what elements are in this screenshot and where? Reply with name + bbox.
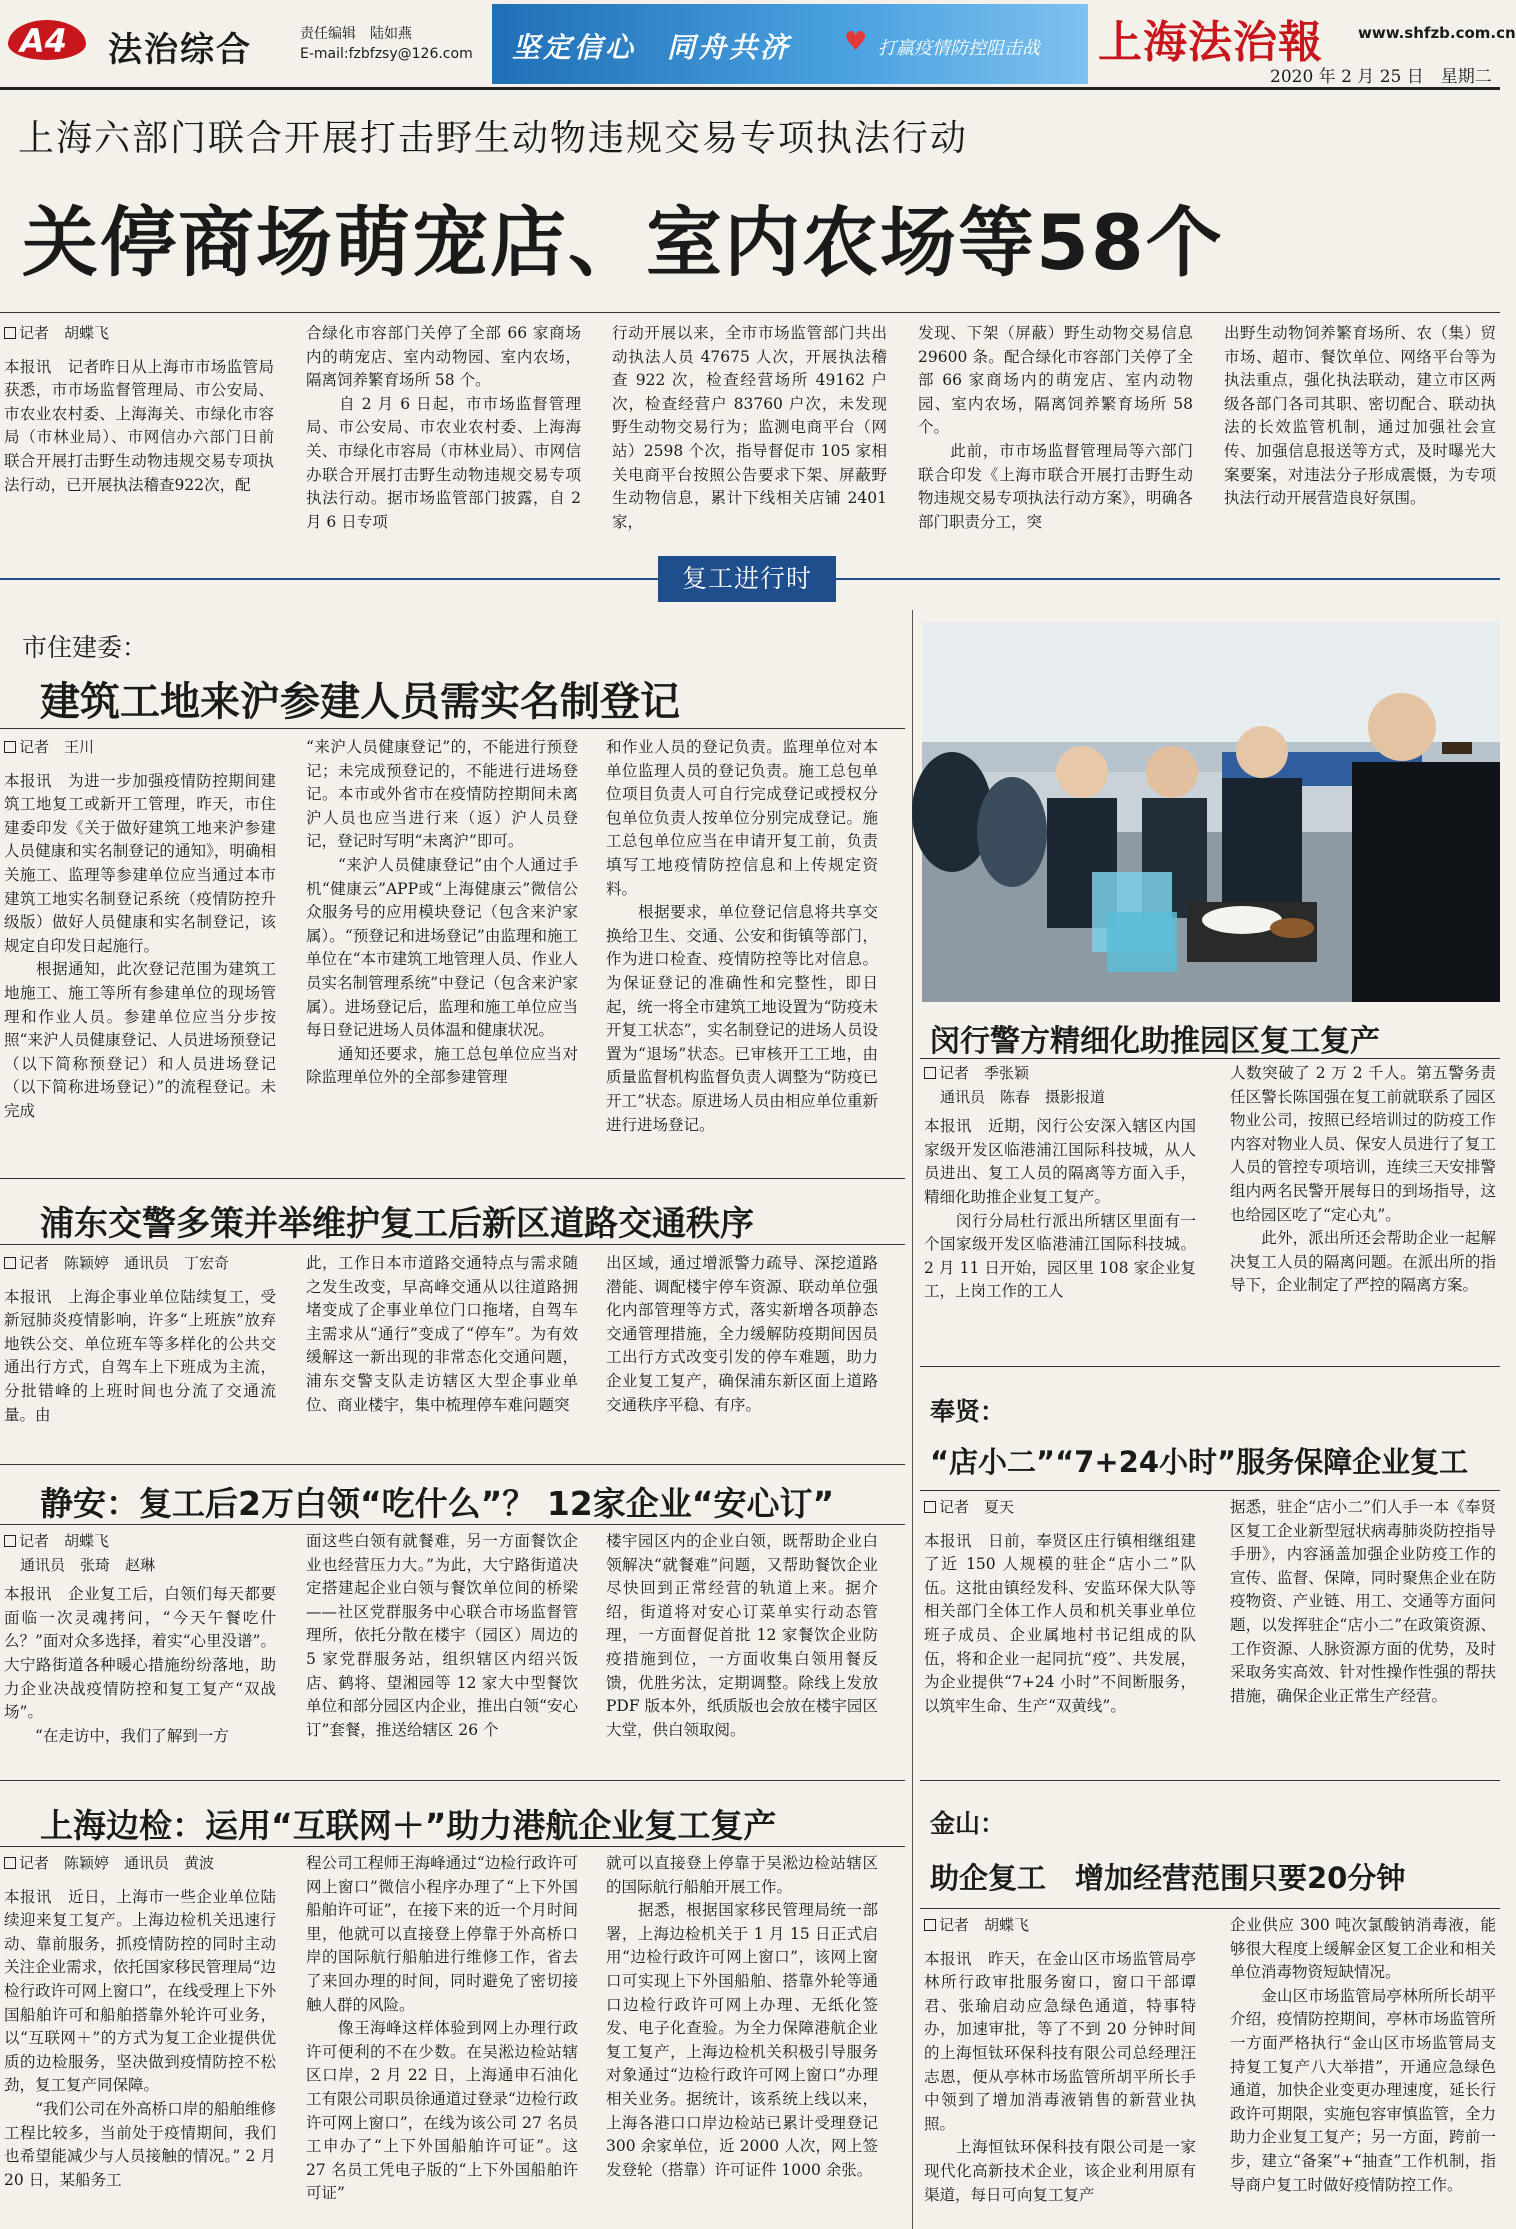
pudong-column-1	[4, 1252, 276, 1466]
lead-kicker: 上海六部门联合开展打击野生动物违规交易专项执法行动	[18, 118, 969, 159]
minhang-column-2: 人数突破了 2 万 2 千人。第五警务责任区警长陈国强在复工前就联系了园区物业公司，按照已经培训过的防疫工作内容对物业人员、保安人员进行了复工人员的管控专项培训，连续三天安排警组内两名民警开展每日的到场指导，这也给园区吃了“定心丸”。 此外，派出所还会帮助企业一起解决复工人员的隔离问题。在派出所的指导下，企业制定了严控的隔离方案。	[1230, 1064, 1496, 1295]
bianjian-byline: 记者 陈颖婷 通讯员 黄波	[4, 1852, 276, 1876]
jianzhu-column-2: “来沪人员健康登记”的，不能进行预登记；未完成预登记的，不能进行进场登记。本市或外省市在疫情防控期间未离沪人员也应当进行来（返）沪人员登记，登记时写明“未离沪”即可。 “来沪人员健康登记”由个人通过手机“健康云”APP或“上海健康云”微信公众服务号的应用模块登记（包含来沪家属）。“预登记和进场登记”由监理和施工单位在“本市建筑工地管理人员、作业人员实名制管理系统”中登记（包含来沪家属）。进场登记后，监理和施工单位应当每日登记进场人员体温和健康状况。 通知还要求，施工总包单位应当对除监理单位外的全部参建管理	[306, 738, 578, 1087]
pudong-column-3: 出区域，通过增派警力疏导、深挖道路潜能、调配楼宇停车资源、联动单位强化内部管理等方式，落实新增各项静态交通管理措施，全力缓解防疫期间因员工出行方式改变引发的停车难题，助力企业复工复产，确保浦东新区面上道路交通秩序平稳、有序。	[606, 1254, 878, 1414]
heart-hands-icon: ♥	[844, 27, 868, 57]
website-url[interactable]: www.shfzb.com.cn	[1358, 24, 1516, 42]
jinshan-column-1	[924, 1914, 1196, 2226]
lead-column-4: 发现、下架（屏蔽）野生动物交易信息 29600 条。配合绿化市容部门关停了全部 66 家商场内的萌宠店、室内动物园、室内农场，隔离饲养繁育场所 58 个。 此前，市市场监督管理局等六部门联合印发《上海市联合开展打击野生动物违规交易专项执法行动方案》，明确各部门职责分工，突	[918, 324, 1193, 531]
campaign-banner	[492, 4, 1088, 84]
jinshan-text-1: 本报讯 昨天，在金山区市场监管局亭林所行政审批服务窗口，窗口干部谭君、张瑜启动应急绿色通道，特事特办，加速审批，等了不到 20 分钟时间的上海恒钛环保科技有限公司总经理汪志恩，便从亭林市场监管所胡平所长手中领到了增加消毒液销售的新营业执照。 上海恒钛环保科技有限公司是一家现代化高新技术企业，该企业利用原有渠道，每日可向复工复产	[924, 1949, 1196, 2204]
jingan-byline-1: 记者 胡蝶飞	[4, 1530, 276, 1554]
jianzhu-title: 建筑工地来沪参建人员需实名制登记	[40, 679, 680, 725]
fengxian-column-2: 据悉，驻企“店小二”们人手一本《奉贤区复工企业新型冠状病毒肺炎防控指导手册》，内容涵盖加强企业防疫工作的宣传、监督、保障，同时聚焦企业在防疫物资、产业链、用工、交通等方面问题，以发挥驻企“店小二”在政策资源、工作资源、人脉资源方面的优势，及时采取务实高效、针对性操作性强的帮扶措施，确保企业正常生产经营。	[1230, 1498, 1496, 1705]
pudong-text-1: 本报讯 上海企事业单位陆续复工，受新冠肺炎疫情影响，许多“上班族”放弃地铁公交、单位班车等多样化的公共交通出行方式，自驾车上下班成为主流，分批错峰的上班时间也分流了交通流量。由	[4, 1287, 276, 1424]
divider	[0, 728, 905, 729]
section-name: 法治综合	[108, 30, 252, 70]
jingan-text-1: 本报讯 企业复工后，白领们每天都要面临一次灵魂拷问，“今天午餐吃什么？”面对众多选择，着实“心里没谱”。大宁路街道各种暖心措施纷纷落地，助力企业决战疫情防控和复工复产“双战场”。 “在走访中，我们了解到一方	[4, 1585, 276, 1745]
pudong-title: 浦东交警多策并举维护复工后新区道路交通秩序	[40, 1204, 754, 1244]
lead-column-2: 合绿化市容部门关停了全部 66 家商场内的萌宠店、室内动物园、室内农场，隔离饲养繁育场所 58 个。 自 2 月 6 日起，市市场监督管理局、市公安局、市农业农村委、上海海关、市绿化市容局（市林业局）、市网信办联合开展打击野生动物违规交易专项执法行动。据市场监管部门披露，自 2 月 6 日专项	[306, 324, 581, 531]
divider	[920, 1908, 1500, 1909]
divider	[920, 1780, 1500, 1781]
jingan-column-1	[4, 1530, 276, 1762]
lead-column-3: 行动开展以来，全市市场监管部门共出动执法人员 47675 人次，开展执法稽查 922 次，检查经营场所 49162 户次，检查经营户 83760 户次，未发现野生动物交易行为；监测电商平台（网站）2598 个次，指导督促市 105 家相关电商平台按照公告要求下架、屏蔽野生动物信息，累计下线相关店铺 2401 家，	[612, 324, 892, 531]
divider	[0, 1178, 905, 1179]
issue-date: 2020 年 2 月 25 日 星期二	[1270, 67, 1492, 87]
pudong-byline: 记者 陈颖婷 通讯员 丁宏奇	[4, 1252, 276, 1276]
minhang-byline-2: 通讯员 陈春 摄影报道	[940, 1087, 1106, 1106]
divider	[0, 1524, 905, 1525]
fengxian-text-1: 本报讯 日前，奉贤区庄行镇相继组建了近 150 人规模的驻企“店小二”队伍。这批由镇经发科、安监环保大队等相关部门全体工作人员和机关事业单位班子成员、企业属地村书记组成的队伍，将和企业一起同抗“疫”、共发展，为企业提供“7+24 小时”不间断服务，以筑牢生命、生产“双黄线”。	[924, 1531, 1196, 1715]
divider	[920, 1366, 1500, 1367]
page-number: A4	[20, 22, 68, 60]
bianjian-column-1	[4, 1852, 276, 2226]
pudong-column-2: 此，工作日本市道路交通特点与需求随之发生改变，早高峰交通从以往道路拥堵变成了企事业单位门口拖堵，自驾车主需求从“通行”变成了“停车”。为有效缓解这一新出现的非常态化交通问题，浦东交警支队走访辖区大型企事业单位、商业楼宇，集中梳理停车难问题突	[306, 1254, 578, 1414]
bianjian-title: 上海边检：运用“互联网＋”助力港航企业复工复产	[40, 1806, 777, 1845]
banner-subtitle: 打赢疫情防控阻击战	[878, 38, 1040, 59]
fengxian-title: “店小二”“7+24小时”服务保障企业复工	[930, 1445, 1469, 1479]
minhang-column-1	[924, 1062, 1196, 1348]
jingan-column-2: 面这些白领有就餐难，另一方面餐饮企业也经营压力大。”为此，大宁路街道决定搭建起企业白领与餐饮单位间的桥梁——社区党群服务中心联合市场监督管理所，依托分散在楼宇（园区）周边的 5 家党群服务站，组织辖区内绍兴饭店、鹤将、望湘园等 12 家大中型餐饮单位和部分园区内企业，推出白领“安心订”套餐，推送给辖区 26 个	[306, 1532, 583, 1739]
fengxian-byline: 记者 夏天	[924, 1496, 1196, 1520]
jingan-title: 静安：复工后2万白领“吃什么”？ 12家企业“安心订”	[40, 1484, 835, 1523]
masthead	[0, 0, 1516, 90]
minhang-title: 闵行警方精细化助推园区复工复产	[930, 1024, 1380, 1059]
jianzhu-text-1: 本报讯 为进一步加强疫情防控期间建筑工地复工或新开工管理，昨天，市住建委印发《关于做好建筑工地来沪参建人员健康和实名制登记的通知》，明确相关施工、监理等参建单位应当通过本市建筑工地实名制登记系统（疫情防控升级版）做好人员健康和实名制登记，该规定自印发日起施行。 根据通知，此次登记范围为建筑工地施工、施工等所有参建单位的现场管理和作业人员。参建单位应当分步按照“来沪人员健康登记、人员进场预登记（以下简称预登记）和人员进场登记（以下简称进场登记）”的流程登记。未完成	[4, 771, 276, 1120]
editor-name: 责任编辑 陆如燕	[300, 26, 412, 42]
divider	[0, 1780, 905, 1781]
editor-email: E-mail:fzbfzsy@126.com	[300, 46, 473, 62]
bianjian-text-1: 本报讯 近日，上海市一些企业单位陆续迎来复工复产。上海边检机关迅速行动、靠前服务，抓疫情防控的同时主动关注企业需求，依托国家移民管理局“边检行政许可网上窗口”，在线受理上下外国船舶许可和船舶搭靠外轮许可业务，以“互联网＋”的方式为复工企业提供优质的边检服务，坚决做到疫情防控不松劲，复工复产同保障。 “我们公司在外高桥口岸的船舶维修工程比较多，当前处于疫情期间，我们也希望能减少与人员接触的情况。” 2 月 20 日，某船务工	[4, 1887, 276, 2189]
jinshan-title: 助企复工 增加经营范围只要20分钟	[930, 1861, 1406, 1895]
lead-byline: 记者 胡蝶飞	[4, 322, 274, 346]
lead-column-1	[4, 322, 274, 536]
divider	[0, 1244, 905, 1245]
lead-column-5: 出野生动物饲养繁育场所、农（集）贸市场、超市、餐饮单位、网络平台等为执法重点，强化执法联动，建立市区两级各部门各司其职、密切配合、联动执法的长效监管机制，通过加强社会宣传、加强信息报送等方式，及时曝光大案要案，对违法分子形成震慑，为专项执法行动开展营造良好氛围。	[1224, 324, 1496, 508]
jinshan-column-2: 企业供应 300 吨次氯酸钠消毒液，能够很大程度上缓解金区复工企业和相关单位消毒物资短缺情况。 金山区市场监管局亭林所所长胡平介绍，疫情防控期间，亭林市场监管所一方面严格执行“金山区市场监管局支持复工复产八大举措”，开通应急绿色通道，加快企业变更办理速度，延长行政许可期限，实施包容审慎监管，全力助力企业复工复产；另一方面，跨前一步，建立“备案”+“抽查”工作机制，指导商户复工时做好疫情防控工作。	[1230, 1916, 1496, 2194]
fengxian-kicker: 奉贤：	[930, 1397, 1006, 1426]
fengxian-column-1	[924, 1496, 1196, 1766]
lead-headline: 关停商场萌宠店、室内农场等58个	[22, 198, 1224, 287]
editor-info	[300, 24, 473, 64]
divider	[0, 1464, 905, 1465]
jianzhu-column-3: 和作业人员的登记负责。监理单位对本单位监理人员的登记负责。施工总包单位项目负责人可自行完成登记或授权分包单位负责人按单位分别完成登记。施工总包单位应当在申请开复工前，负责填写工地疫情防控信息和上传规定资料。 根据要求，单位登记信息将共享交换给卫生、交通、公安和街镇等部门，作为进口检查、疫情防控等比对信息。为保证登记的准确性和完整性，即日起，统一将全市建筑工地设置为“防疫未开复工状态”，实名制登记的进场人员设置为“退场”状态。已审核开工工地，由质量监督机构监督负责人调整为“防疫已开工”状态。原进场人员由相应单位重新进行进场登记。	[606, 738, 878, 1134]
minhang-text-1: 本报讯 近期，闵行公安深入辖区内国家级开发区临港浦江国际科技城，从人员进出、复工人员的隔离等方面入手，精细化助推企业复工复产。 闵行分局杜行派出所辖区里面有一个国家级开发区临港浦江国际科技城。2 月 11 日开始，园区里 108 家企业复工，上岗工作的工人	[924, 1117, 1196, 1301]
divider	[920, 1058, 1500, 1059]
page-number-badge	[8, 14, 90, 66]
divider	[920, 1490, 1500, 1491]
jinshan-kicker: 金山：	[930, 1809, 1006, 1838]
jingan-column-3: 楼宇园区内的企业白领，既帮助企业白领解决“就餐难”问题，又帮助餐饮企业尽快回到正常经营的轨道上来。据介绍，街道将对安心订菜单实行动态管理，一方面督促首批 12 家餐饮企业防疫措施到位，一方面收集白领用餐反馈，优胜劣汰，定期调整。除线上发放 PDF 版本外，纸质版也会放在楼宇园区大堂，供白领取阅。	[606, 1532, 883, 1739]
jianzhu-byline: 记者 王川	[4, 736, 276, 760]
photo-illustration	[922, 622, 1500, 1002]
minhang-byline-1: 记者 季张颖	[924, 1062, 1196, 1086]
lead-text-1: 本报讯 记者昨日从上海市市场监管局获悉，市市场监督管理局、市公安局、市农业农村委、上海海关、市绿化市容局（市林业局）、市网信办六部门日前联合开展打击野生动物违规交易专项执法行动，已开展执法稽查922次，配	[4, 357, 274, 494]
bianjian-column-3: 就可以直接登上停靠于吴淞边检站辖区的国际航行船舶开展工作。 据悉，根据国家移民管理局统一部署，上海边检机关于 1 月 15 日正式启用“边检行政许可网上窗口”，该网上窗口可实现上下外国船舶、搭靠外轮等通口边检行政许可网上办理、无纸化签发、电子化查验。为全力保障港航企业复工复产，上海边检机关积极引导服务对象通过“边检行政许可网上窗口”办理相关业务。据统计，该系统上线以来，上海各港口口岸边检站已累计受理登记 300 余家单位，近 2000 人次，网上签发登轮（搭靠）许可证件 1000 余张。	[606, 1854, 878, 2179]
jianzhu-column-1	[4, 736, 276, 1156]
jianzhu-kicker: 市住建委：	[22, 633, 148, 662]
bianjian-column-2: 程公司工程师王海峰通过“边检行政许可网上窗口”微信小程序办理了“上下外国船舶许可证”，在接下来的近一个月时间里，他就可以直接登上停靠于外高桥口岸的国际航行船舶进行维修工作，省去了来回办理的时间，同时避免了密切接触人群的风险。 像王海峰这样体验到网上办理行政许可便利的不在少数。在吴淞边检站辖区口岸，2 月 22 日，上海通申石油化工有限公司职员徐通道过登录“边检行政许可网上窗口”，在线为该公司 27 名员工申办了“上下外国船舶许可证”。这 27 名员工凭电子版的“上下外国船舶许可证”	[306, 1854, 578, 2203]
section-tag: 复工进行时	[658, 556, 836, 602]
divider	[0, 1846, 905, 1847]
column-divider	[912, 610, 913, 2229]
divider	[0, 312, 1500, 313]
banner-slogan: 坚定信心 同舟共济	[512, 31, 792, 64]
jingan-byline-2: 通讯员 张琦 赵琳	[20, 1555, 156, 1574]
news-photo	[922, 622, 1500, 1002]
jinshan-byline: 记者 胡蝶飞	[924, 1914, 1196, 1938]
newspaper-logo: 上海法治報	[1098, 17, 1323, 68]
